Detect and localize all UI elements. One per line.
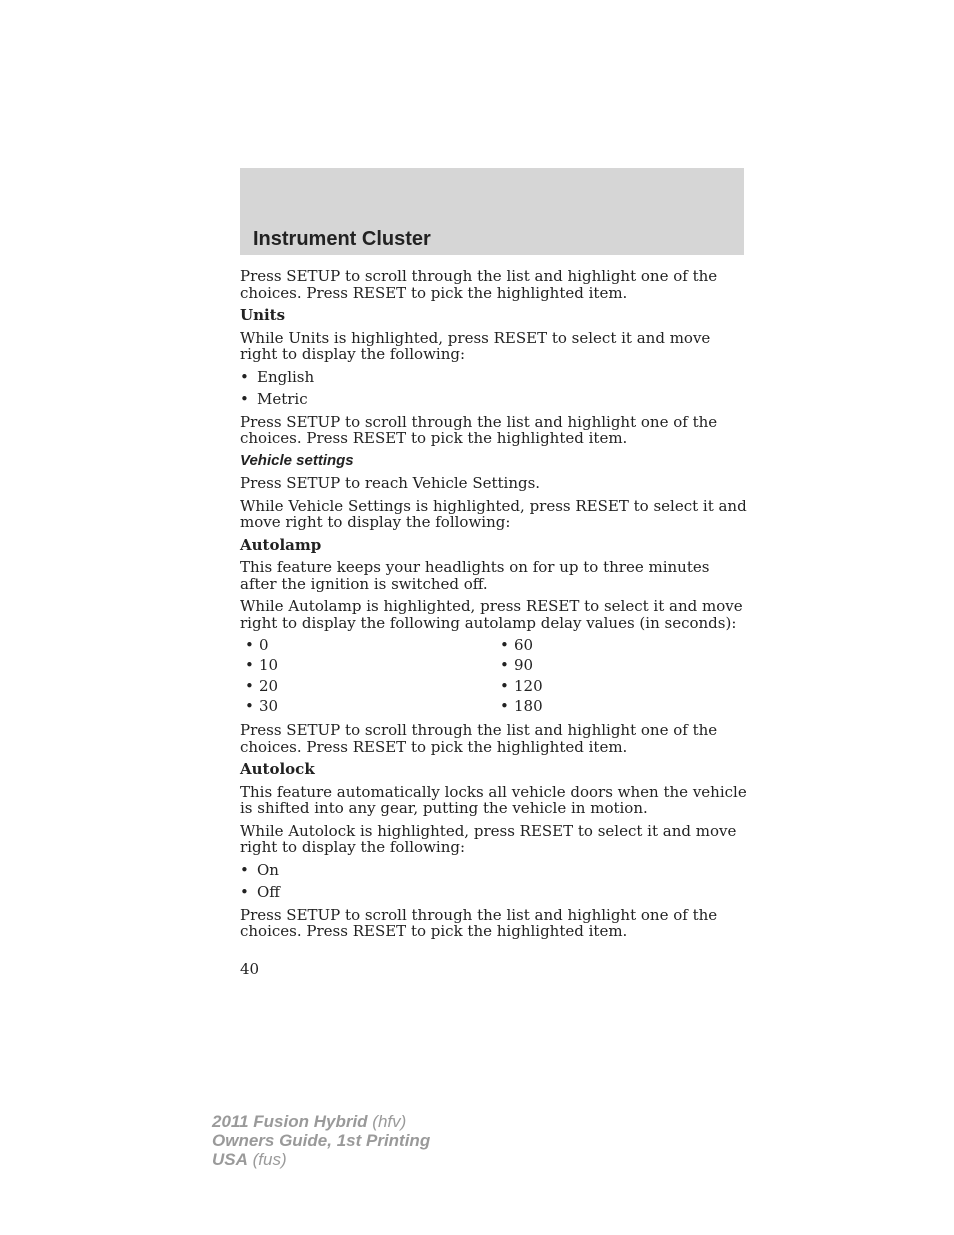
bullet-icon: • <box>245 636 254 654</box>
list-item: • English <box>240 367 315 386</box>
bullet-icon: • <box>500 696 509 715</box>
list-item: • 20 <box>245 676 279 695</box>
bullet-icon: • <box>500 636 509 654</box>
bullet-icon: • <box>500 676 509 695</box>
autolamp-heading: Autolamp <box>240 535 322 554</box>
section-title: Instrument Cluster <box>253 228 431 250</box>
page-content <box>240 268 750 946</box>
bullet-icon: • <box>240 367 249 386</box>
paragraph: Press SETUP to reach Vehicle Settings. <box>240 474 541 492</box>
autolock-options-list <box>240 862 750 901</box>
footer-line: Owners Guide, 1st Printing <box>212 1131 431 1150</box>
paragraph: Press SETUP to scroll through the list and highlight one of the choices. Press RESET to pick the highlighted item. <box>240 905 718 941</box>
paragraph: Press SETUP to scroll through the list and highlight one of the choices. Press RESET to pick the highlighted item. <box>240 267 718 302</box>
autolamp-values-left <box>240 637 495 718</box>
paragraph: Press SETUP to scroll through the list and highlight one of the choices. Press RESET to pick the highlighted item. <box>240 412 718 447</box>
footer-line: 2011 Fusion Hybrid (hfv) <box>212 1112 407 1131</box>
paragraph: This feature keeps your headlights on for up to three minutes after the ignition is switched off. <box>240 558 710 593</box>
list-item: • 90 <box>500 656 534 675</box>
bullet-icon: • <box>240 390 249 408</box>
list-item: • 120 <box>500 676 543 695</box>
bullet-icon: • <box>245 696 254 715</box>
paragraph: While Autolock is highlighted, press RESET to select it and move right to display the following: <box>240 821 737 857</box>
list-item: • 180 <box>500 696 543 715</box>
bullet-icon: • <box>240 860 249 879</box>
paragraph: While Autolamp is highlighted, press RESET to select it and move right to display the following autolamp delay values (in seconds): <box>240 597 743 632</box>
list-item: • On <box>240 860 279 879</box>
autolamp-values <box>240 637 750 718</box>
autolock-heading: Autolock <box>240 760 315 779</box>
paragraph: This feature automatically locks all vehicle doors when the vehicle is shifted into any gear, putting the vehicle in motion. <box>240 782 747 818</box>
list-item: • 30 <box>245 696 279 715</box>
footer-line: USA (fus) <box>212 1150 287 1169</box>
document-footer <box>212 1112 430 1169</box>
paragraph: While Units is highlighted, press RESET to select it and move right to display the following: <box>240 328 711 363</box>
autolamp-values-right <box>495 637 750 718</box>
list-item: • 60 <box>500 636 534 654</box>
units-options-list <box>240 369 750 408</box>
list-item: • Off <box>240 883 280 902</box>
vehicle-settings-heading: Vehicle settings <box>240 451 354 469</box>
bullet-icon: • <box>245 676 254 695</box>
list-item: • 10 <box>245 656 279 675</box>
list-item: • 0 <box>245 636 269 654</box>
bullet-icon: • <box>240 883 249 902</box>
bullet-icon: • <box>500 656 509 675</box>
list-item: • Metric <box>240 390 308 408</box>
page-number: 40 <box>240 960 260 978</box>
units-heading: Units <box>240 306 286 324</box>
section-header <box>240 168 744 255</box>
paragraph: Press SETUP to scroll through the list and highlight one of the choices. Press RESET to pick the highlighted item. <box>240 721 718 756</box>
bullet-icon: • <box>245 656 254 675</box>
paragraph: While Vehicle Settings is highlighted, press RESET to select it and move right to display the following: <box>240 496 747 531</box>
